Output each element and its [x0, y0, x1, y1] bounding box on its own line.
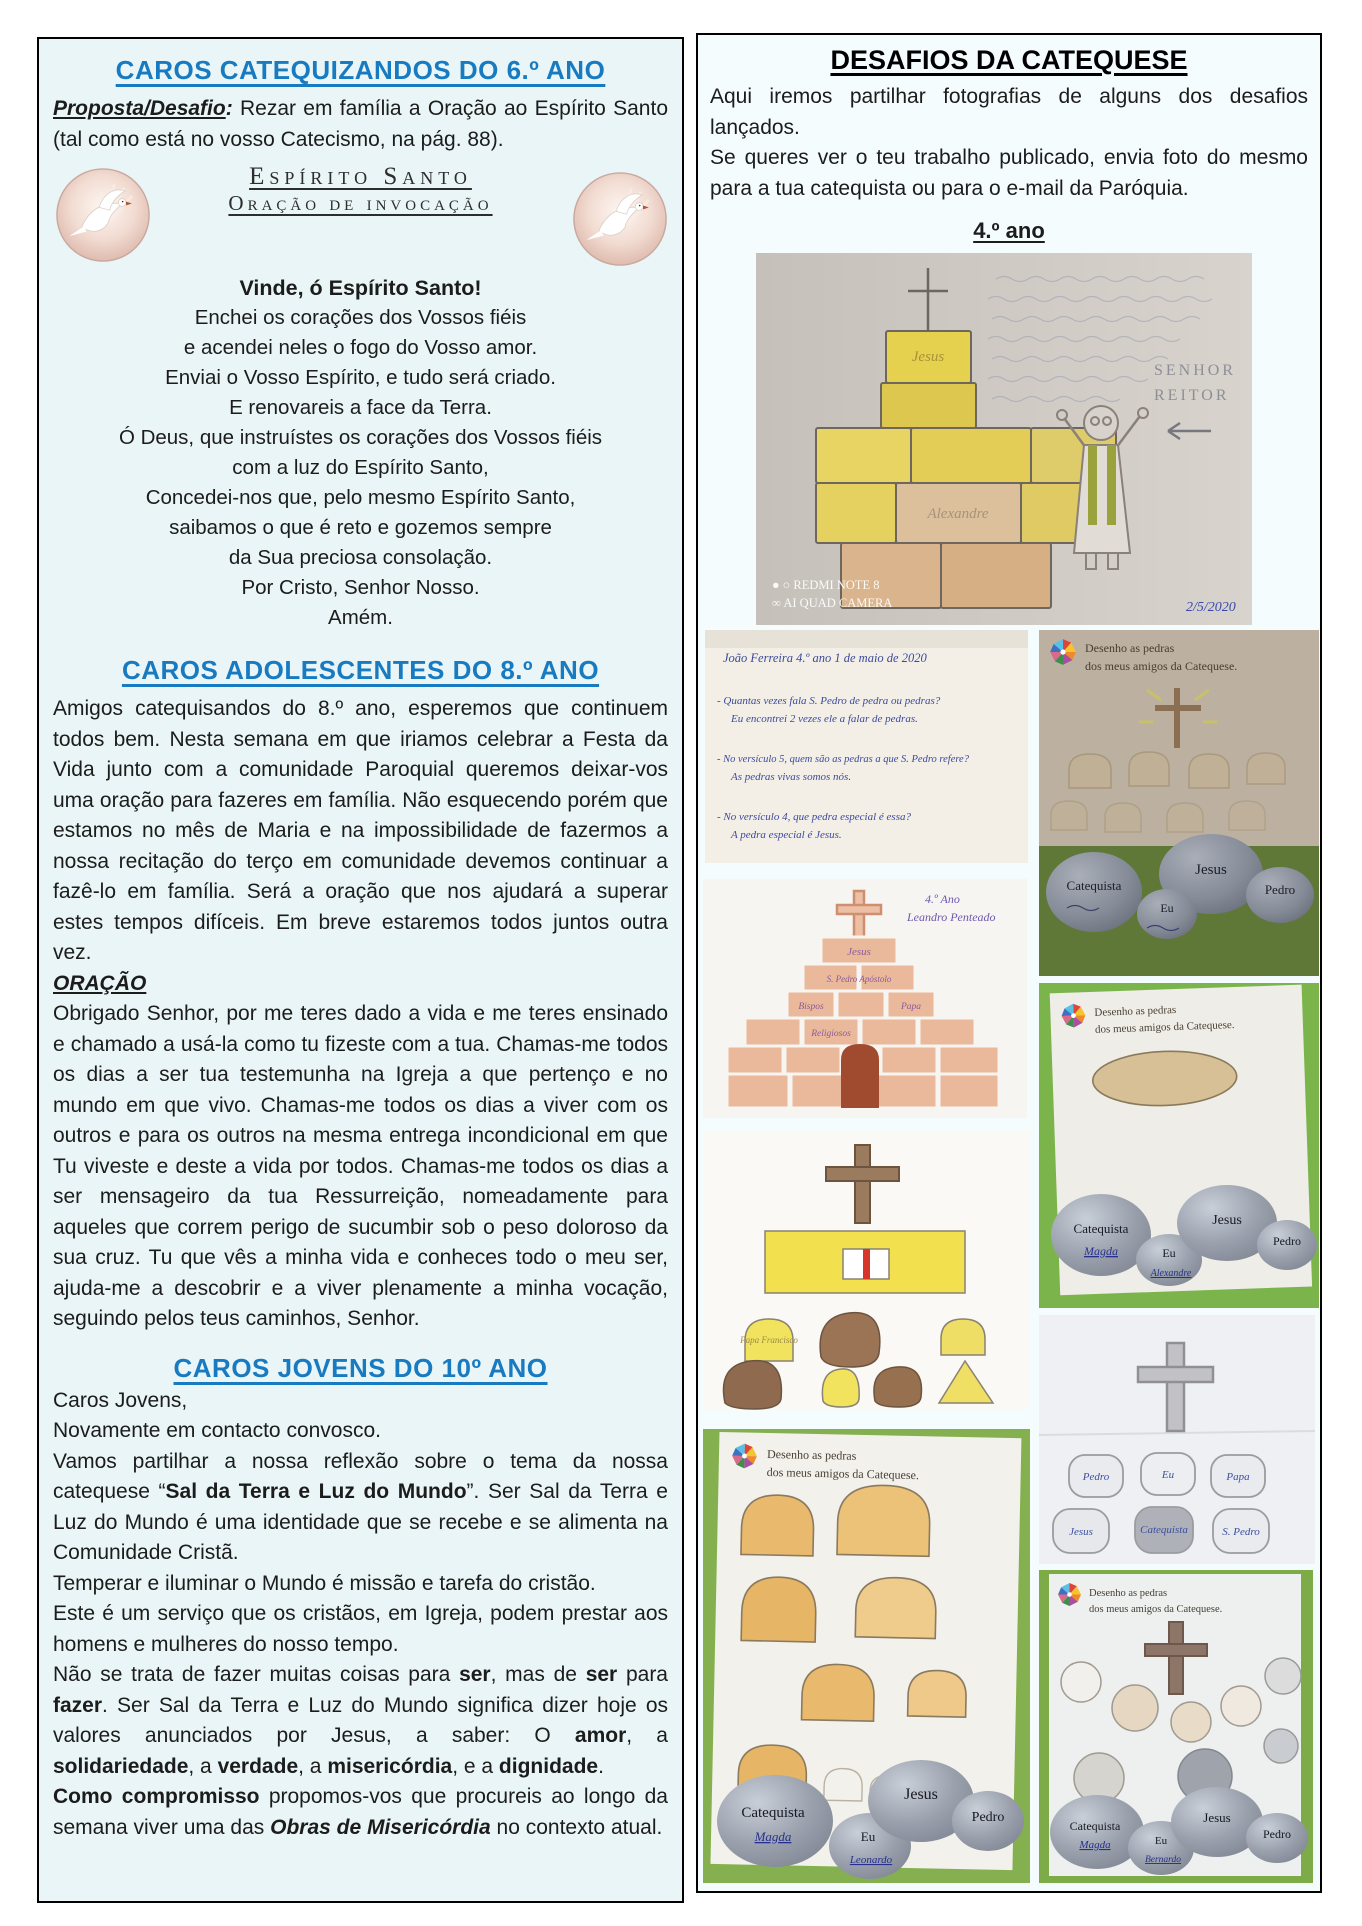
prayer-line: Ó Deus, que instruístes os corações dos Vossos fiéis — [118, 426, 603, 449]
prayer-line: Amém. — [328, 606, 393, 629]
svg-text:Bernardo: Bernardo — [1144, 1855, 1182, 1865]
line-temperar: Temperar e iluminar o Mundo é missão e tarefa do cristão. — [53, 1571, 596, 1595]
svg-text:Desenho as pedras: Desenho as pedras — [1089, 1588, 1168, 1599]
dove-icon — [572, 171, 668, 267]
svg-text:● ○ REDMI NOTE 8: ● ○ REDMI NOTE 8 — [772, 578, 880, 592]
svg-text:Magda: Magda — [1079, 1839, 1111, 1851]
svg-text:Catequista: Catequista — [1073, 1221, 1129, 1236]
svg-text:As pedras vivas somos nós.: As pedras vivas somos nós. — [731, 771, 852, 783]
paragraph-8ano: Amigos catequisandos do 8.º ano, esperemos que continuem todos bem. Nesta semana em que iriamos celebrar a Festa da Vida junto com a comunidade Paroquial queremos deixar-vos uma oração para fazeres em família. Não esquecendo porém que estamos no mês de Maria e na impossibilidade de fazermos a nossa recitação do terço em comunidade devemos continuar a fazê-lo em família. Será a oração que nos ajudará a superar estes tempos difíceis. Em breve estaremos todos juntos outra vez. — [53, 697, 668, 964]
svg-text:Catequista: Catequista — [1069, 1819, 1121, 1833]
right-panel — [696, 33, 1322, 1893]
svg-text:dos meus amigos da Catequese.: dos meus amigos da Catequese. — [1089, 1604, 1223, 1615]
svg-text:Eu: Eu — [1160, 901, 1174, 915]
stone-name: Papa Francisco — [740, 1335, 798, 1345]
svg-text:Desenho as pedras: Desenho as pedras — [766, 1446, 857, 1463]
section-title-8ano: CAROS ADOLESCENTES DO 8.º ANO — [121, 655, 600, 685]
proposta-paragraph: Proposta/Desafio: Rezar em família a Oração ao Espírito Santo (tal como está no vosso Catecismo, na pág. 88). — [53, 97, 669, 151]
svg-text:Catequista: Catequista — [1066, 878, 1122, 893]
line-caros-jovens: Caros Jovens, — [53, 1388, 188, 1412]
stones-green-bernardo — [1039, 1570, 1313, 1883]
svg-text:Eu: Eu — [1161, 1469, 1175, 1481]
svg-text:Jesus: Jesus — [1212, 1213, 1242, 1228]
svg-text:Eu: Eu — [1154, 1835, 1168, 1847]
svg-text:Eu: Eu — [1162, 1246, 1176, 1260]
svg-text:Catequista: Catequista — [741, 1805, 805, 1821]
prayer-line: E renovareis a face da Terra. — [229, 396, 492, 419]
handwritten-page — [705, 630, 1028, 863]
svg-text:- Quantas vezes fala S. Pedro: - Quantas vezes fala S. Pedro de pedra ou pedras? — [717, 695, 941, 707]
handwritten-date: 2/5/2020 — [1186, 600, 1236, 615]
stones-green-alexandre — [1039, 983, 1319, 1308]
stones-green-leonardo — [703, 1429, 1030, 1883]
svg-text:Magda: Magda — [754, 1829, 792, 1844]
paragraph-servico: Este é um serviço que os cristãos, em Igreja, podem prestar aos homens e mulheres do nosso tempo. — [53, 1602, 668, 1656]
svg-text:Leonardo: Leonardo — [849, 1854, 893, 1866]
svg-text:Magda: Magda — [1084, 1244, 1118, 1258]
svg-text:Papa: Papa — [1226, 1471, 1250, 1483]
svg-text:Pedro: Pedro — [1264, 882, 1296, 897]
altar-with-book — [765, 1231, 965, 1293]
svg-text:Desenho as pedras: Desenho as pedras — [1085, 641, 1175, 655]
block-name-jesus: Jesus — [911, 349, 945, 365]
svg-text:Jesus: Jesus — [847, 946, 871, 958]
svg-text:S. Pedro: S. Pedro — [1222, 1526, 1260, 1538]
prayer-title-line1: Espírito Santo — [249, 163, 472, 190]
photo-altar-drawing — [703, 1131, 1030, 1410]
svg-text:dos meus amigos da Catequese.: dos meus amigos da Catequese. — [1085, 659, 1238, 673]
prayer-line: e acendei neles o fogo do Vosso amor. — [183, 336, 538, 359]
paragraph-ser-fazer: Não se trata de fazer muitas coisas para ser, mas de ser para fazer. Ser Sal da Terra e Luz do Mundo significa dizer hoje os valores anunciados por Jesus, a saber: O amor, a solidariedade, a verdade, a misericórdia, e a dignidade. — [53, 1663, 668, 1778]
svg-text:- No versículo 4, que pedra es: - No versículo 4, que pedra especial é essa? — [717, 811, 911, 823]
paragraph-compromisso: Como compromisso propomos-vos que procureis ao longo da semana viver uma das Obras de Misericórdia no contexto atual. — [53, 1785, 668, 1839]
svg-text:A pedra especial é Jesus.: A pedra especial é Jesus. — [731, 829, 842, 841]
svg-text:Pedro: Pedro — [1082, 1471, 1110, 1483]
desafios-title: DESAFIOS DA CATEQUESE — [830, 45, 1188, 75]
svg-text:Alexandre: Alexandre — [1150, 1268, 1192, 1279]
year-label: 4.º ano — [973, 218, 1045, 243]
line-novamente: Novamente em contacto convosco. — [53, 1419, 382, 1442]
photo-handwritten-answers — [705, 630, 1028, 863]
svg-text:Eu: Eu — [860, 1829, 876, 1844]
prayer-line: Por Cristo, Senhor Nosso. — [241, 576, 480, 599]
left-panel — [37, 37, 684, 1903]
svg-text:Jesus: Jesus — [904, 1786, 938, 1803]
oracao-label: ORAÇÃO — [53, 971, 147, 995]
photo-stones-green-leonardo — [703, 1429, 1030, 1883]
svg-text:Jesus: Jesus — [1203, 1810, 1231, 1825]
svg-text:∞ AI QUAD CAMERA: ∞ AI QUAD CAMERA — [772, 596, 893, 610]
prayer-title-line2: Oração de invocação — [228, 191, 493, 215]
svg-text:dos meus amigos da Catequese.: dos meus amigos da Catequese. — [1094, 1018, 1235, 1036]
prayer-line: Enviai o Vosso Espírito, e tudo será criado. — [165, 366, 556, 389]
svg-text:Pedro: Pedro — [971, 1810, 1005, 1825]
dove-icon — [55, 167, 151, 263]
svg-text:Religiosos: Religiosos — [811, 1029, 851, 1039]
brick-church-drawing — [703, 879, 1027, 1118]
svg-text:Pedro: Pedro — [1273, 1234, 1301, 1248]
prayer-line: com a luz do Espírito Santo, — [232, 456, 489, 479]
section-title-6ano: CAROS CATEQUIZANDOS DO 6.º ANO — [115, 55, 606, 85]
svg-text:Papa: Papa — [900, 1002, 922, 1012]
prayer-line: Enchei os corações dos Vossos fiéis — [194, 306, 527, 329]
desafios-intro1: Aqui iremos partilhar fotografias de alguns dos desafios lançados. — [710, 85, 1308, 139]
photo-stones-green-alexandre — [1039, 983, 1319, 1308]
prayer-opening: Vinde, ó Espírito Santo! — [239, 276, 482, 300]
prayer-header — [53, 159, 668, 263]
block-name-alexandre: Alexandre — [927, 506, 989, 522]
svg-text:João Ferreira 4.º ano 1 de m: João Ferreira 4.º ano 1 de maio de 2020 — [723, 651, 927, 665]
paragraph-sal-terra: Vamos partilhar a nossa reflexão sobre o tema da nossa catequese “Sal da Terra e Luz do Mundo”. Ser Sal da Terra e Luz do Mundo é uma identidade que se recebe e se alimenta na Comunidade Cristã. — [53, 1449, 668, 1564]
svg-text:Desenho as pedras: Desenho as pedras — [1094, 1004, 1177, 1019]
photo-church-blocks-drawing — [756, 253, 1252, 625]
svg-text:REITOR: REITOR — [1154, 387, 1230, 404]
photo-stones-dark — [1039, 630, 1319, 976]
section-title-10ano: CAROS JOVENS DO 10º ANO — [173, 1352, 548, 1383]
svg-text:Jesus: Jesus — [1195, 862, 1227, 878]
svg-text:Eu encontrei 2 vezes ele a fal: Eu encontrei 2 vezes ele a falar de pedras. — [731, 713, 918, 725]
desafios-intro2: Se queres ver o teu trabalho publicado, envia foto do mesmo para a tua catequista ou para o e-mail da Paróquia. — [710, 146, 1308, 200]
svg-text:Bispos: Bispos — [798, 1002, 824, 1012]
paragraph-oracao-8ano: Obrigado Senhor, por me teres dado a vida e me teres ensinado e chamado a usá-la como tu fizeste com a tua. Chamas-me todos os dias a ser tua testemunha na Igreja a que pertenço e no mundo em que vivo. Chamas-me todos os dias a viver com os outros e para os outros na mesma entrega incondicional em que Tu viveste e deste a vida por todos. Chamas-me todos os dias a ser mensageiro da tua Ressurreição, nomeadamente para aqueles que correm perigo de sucumbir sob o peso doloroso da sua cruz. Tu que vês a minha vida e conheces todo o meu ser, ajuda-me a descobrir e a viver plenamente a minha vocação, seguindo pelos teus caminhos, Senhor. — [53, 1002, 668, 1330]
photo-stones-green-bernardo — [1039, 1570, 1313, 1883]
prayer-line: saibamos o que é reto e gozemos sempre — [169, 516, 552, 539]
church-blocks-drawing — [756, 253, 1252, 625]
svg-text:S. Pedro Apóstolo: S. Pedro Apóstolo — [826, 974, 892, 984]
svg-text:Leandro Penteado: Leandro Penteado — [907, 910, 996, 924]
svg-text:SENHOR: SENHOR — [1154, 362, 1237, 379]
prayer-line: da Sua preciosa consolação. — [228, 546, 493, 569]
svg-text:- No versículo 5, quem são as: - No versículo 5, quem são as pedras a que S. Pedro refere? — [717, 754, 969, 765]
stones-drawing-dark — [1039, 630, 1319, 976]
altar-drawing — [703, 1131, 1030, 1410]
church-door — [841, 1044, 879, 1108]
svg-text:dos meus amigos da Catequese.: dos meus amigos da Catequese. — [766, 1464, 920, 1483]
svg-text:Catequista: Catequista — [1140, 1524, 1188, 1536]
prayer-line: Concedei-nos que, pelo mesmo Espírito Santo, — [145, 486, 576, 509]
svg-text:Pedro: Pedro — [1263, 1827, 1291, 1841]
svg-text:4.º Ano: 4.º Ano — [925, 892, 960, 906]
pencil-stones-drawing — [1039, 1315, 1315, 1564]
photo-pencil-stones — [1039, 1315, 1315, 1564]
photo-brick-church-drawing — [703, 879, 1027, 1118]
svg-text:Jesus: Jesus — [1069, 1526, 1093, 1538]
